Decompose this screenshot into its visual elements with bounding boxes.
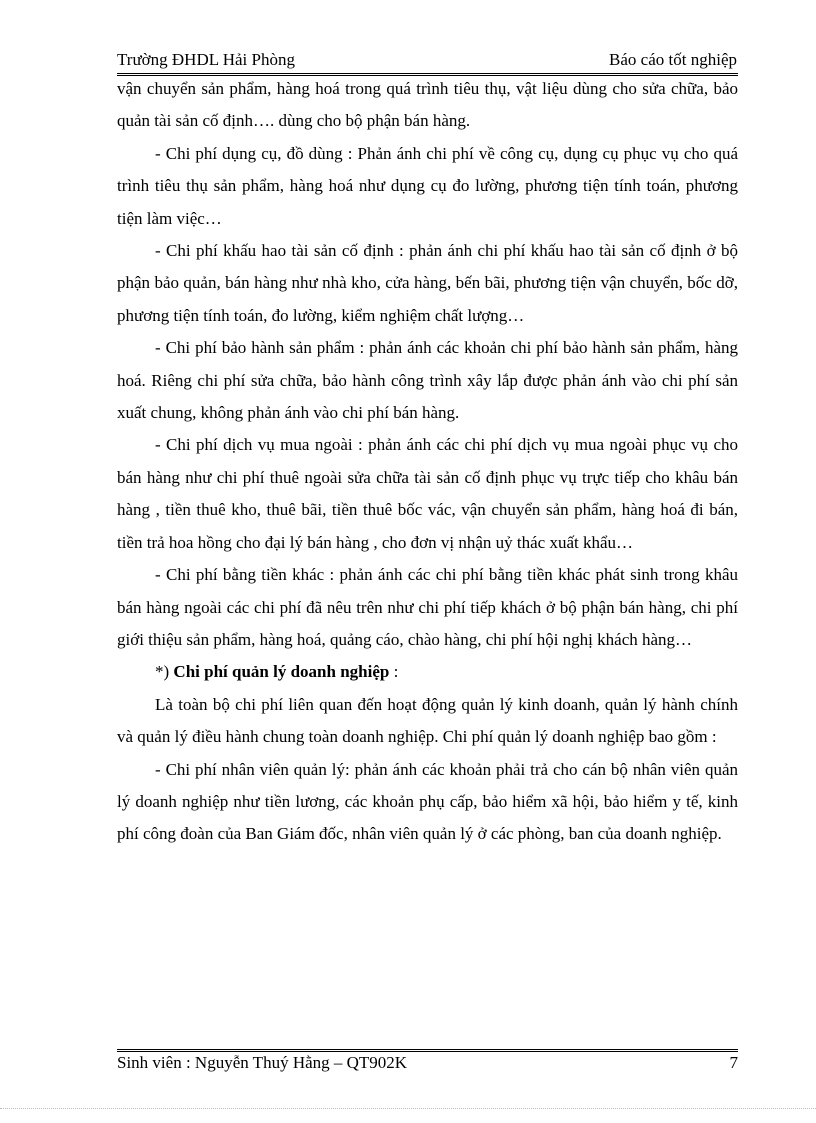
header-school-name: Trường ĐHDL Hải Phòng [117,50,295,69]
page-header [117,48,737,74]
section-heading-suffix: : [389,662,399,682]
paragraph-other-cash-cost: - Chi phí bằng tiền khác : phản ánh các chi phí bằng tiền khác phát sinh trong khâu bán hàng ngoài các chi phí đã nêu trên như chi phí tiếp khách ở bộ phận bán hàng, chi phí giới thiệu sản phẩm, hàng hoá, quảng cáo, chào hàng, chi phí hội nghị khách hàng… [117,565,738,649]
paragraph-continuation: vận chuyển sản phẩm, hàng hoá trong quá trình tiêu thụ, vật liệu dùng cho sửa chữa, bảo quản tài sản cố định…. dùng cho bộ phận bán hàng. [117,79,738,131]
paragraph-warranty-cost: - Chi phí bảo hành sản phẩm : phản ánh các khoản chi phí bảo hành sản phẩm, hàng hoá. Riêng chi phí sửa chữa, bảo hành công trình xây lắp được phản ánh vào chi phí sản xuất chung, không phản ánh vào chi phí bán hàng. [117,338,738,423]
section-heading-title: Chi phí quản lý doanh nghiệp [173,662,390,682]
paragraph-management-cost-intro: Là toàn bộ chi phí liên quan đến hoạt động quản lý kinh doanh, quản lý hành chính và quản lý điều hành chung toàn doanh nghiệp. Chi phí quản lý doanh nghiệp bao gồm : [117,694,738,747]
page-edge-dotted-line [0,1108,816,1109]
header-report-title: Báo cáo tốt nghiệp [609,50,737,69]
paragraph-tools-cost: - Chi phí dụng cụ, đồ dùng : Phản ánh chi phí về công cụ, dụng cụ phục vụ cho quá trình tiêu thụ sản phẩm, hàng hoá như dụng cụ đo lường, phương tiện tính toán, phương tiện làm việc… [117,143,738,228]
paragraph-management-staff-cost: - Chi phí nhân viên quản lý: phản ánh các khoản phải trả cho cán bộ nhân viên quản lý doanh nghiệp như tiền lương, các khoản phụ cấp, bảo hiểm xã hội, bảo hiểm y tế, kinh phí công đoàn của Ban Giám đốc, nhân viên quản lý ở các phòng, ban của doanh nghiệp. [117,759,738,844]
footer-divider [117,1049,738,1052]
section-heading [117,656,738,688]
footer-page-number: 7 [729,1053,738,1072]
section-heading-prefix: *) [155,662,174,682]
paragraph-outsourced-services-cost: - Chi phí dịch vụ mua ngoài : phản ánh các chi phí dịch vụ mua ngoài phục vụ cho bán hàng như chi phí thuê ngoài sửa chữa tài sản cố định phục vụ trực tiếp cho khâu bán hàng , tiền thuê kho, thuê bãi, tiền thuê bốc vác, vận chuyển sản phẩm, hàng hoá đi bán, tiền trả hoa hồng cho đại lý bán hàng , cho đơn vị nhận uỷ thác xuất khẩu… [117,435,738,552]
document-body [117,73,738,851]
paragraph-depreciation-cost: - Chi phí khấu hao tài sản cố định : phản ánh chi phí khấu hao tài sản cố định ở bộ phận bảo quản, bán hàng như nhà kho, cửa hàng, bến bãi, phương tiện vận chuyển, bốc dỡ, phương tiện tính toán, đo lường, kiểm nghiệm chất lượng… [117,241,738,325]
footer-student: Sinh viên : Nguyễn Thuý Hằng – QT902K [117,1053,408,1072]
